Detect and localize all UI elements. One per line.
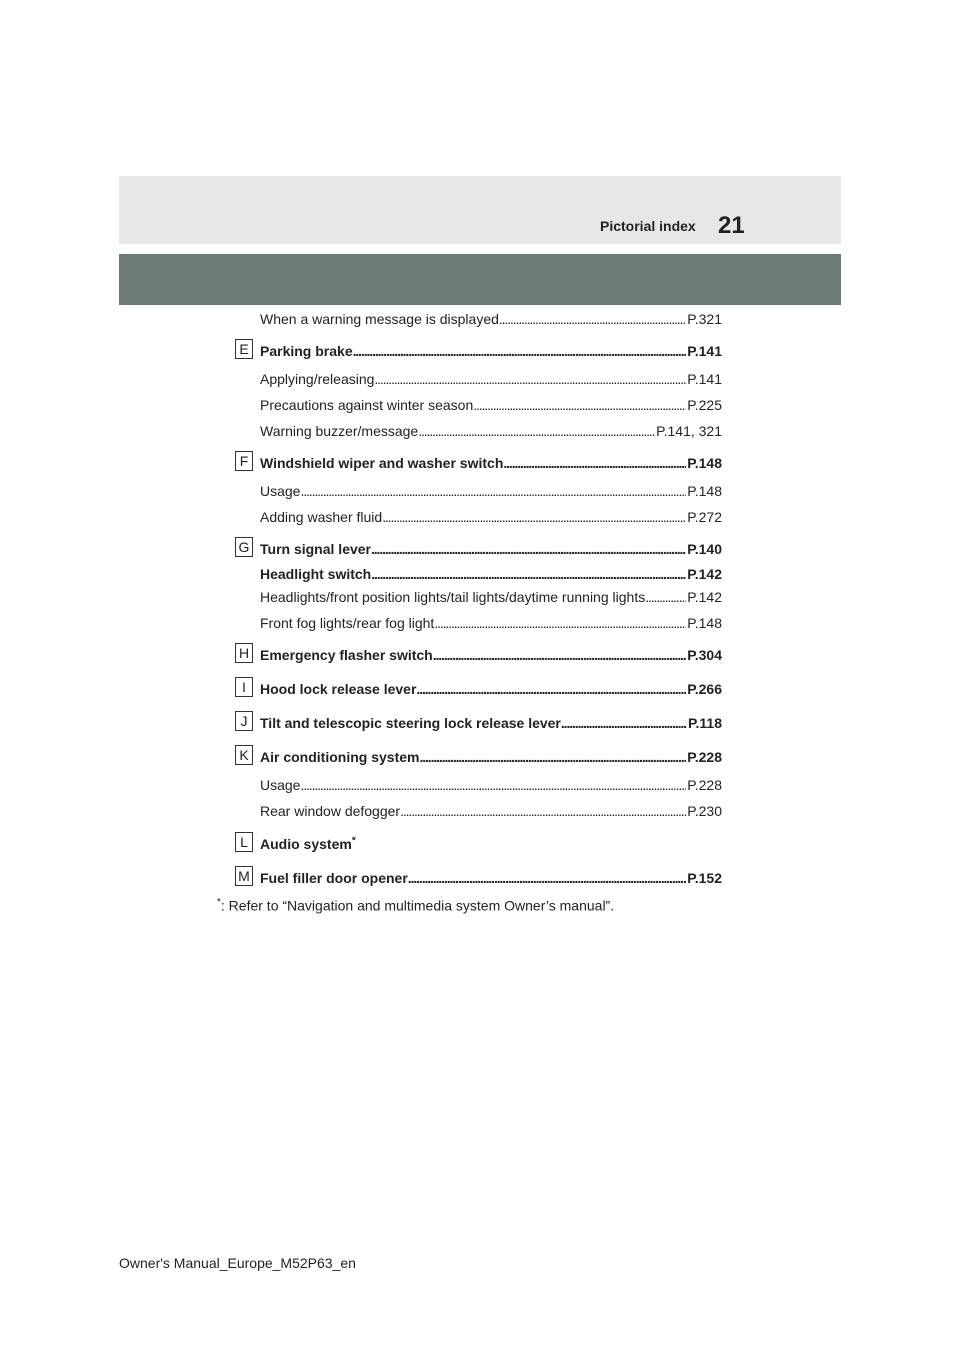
entry-page[interactable]: P.266 bbox=[687, 681, 722, 697]
entry-label: Rear window defogger bbox=[260, 803, 401, 819]
entry-label: Adding washer fluid bbox=[260, 509, 383, 525]
leader-dots bbox=[300, 776, 686, 794]
entry-page[interactable]: P.141, 321 bbox=[656, 423, 722, 439]
section-banner bbox=[119, 254, 841, 305]
leader-dots bbox=[433, 646, 686, 664]
index-entry bbox=[260, 802, 722, 820]
leader-dots bbox=[371, 565, 686, 583]
marker-h: H bbox=[235, 643, 253, 663]
entry-page[interactable]: P.152 bbox=[687, 870, 722, 886]
leader-dots bbox=[419, 748, 686, 766]
index-entry bbox=[260, 342, 722, 360]
entry-page[interactable]: P.141 bbox=[687, 343, 722, 359]
entry-page[interactable]: P.321 bbox=[687, 311, 722, 327]
entry-label: Hood lock release lever bbox=[260, 681, 417, 697]
entry-label: Front fog lights/rear fog light bbox=[260, 615, 435, 631]
leader-dots bbox=[561, 714, 687, 732]
entry-label: Warning buzzer/message bbox=[260, 423, 419, 439]
marker-l: L bbox=[235, 832, 253, 852]
marker-f: F bbox=[235, 451, 253, 471]
leader-dots bbox=[645, 588, 686, 606]
entry-page[interactable]: P.230 bbox=[687, 803, 722, 819]
entry-page[interactable]: P.142 bbox=[687, 589, 722, 605]
entry-page[interactable]: P.228 bbox=[687, 777, 722, 793]
marker-m: M bbox=[235, 866, 253, 886]
index-entry bbox=[260, 310, 722, 328]
entry-page[interactable]: P.272 bbox=[687, 509, 722, 525]
entry-label: Emergency flasher switch bbox=[260, 647, 433, 663]
marker-g: G bbox=[235, 537, 253, 557]
marker-j: J bbox=[235, 711, 253, 731]
entry-label: When a warning message is displayed bbox=[260, 311, 499, 327]
entry-page[interactable]: P.148 bbox=[687, 455, 722, 471]
index-entry bbox=[260, 482, 722, 500]
entry-label: Parking brake bbox=[260, 343, 353, 359]
entry-page[interactable]: P.141 bbox=[687, 371, 722, 387]
index-entry bbox=[260, 646, 722, 664]
index-entry bbox=[260, 680, 722, 698]
entry-page[interactable]: P.225 bbox=[687, 397, 722, 413]
index-entry bbox=[260, 588, 722, 606]
leader-dots bbox=[353, 342, 687, 360]
entry-label: Audio system* bbox=[260, 835, 356, 852]
leader-dots bbox=[473, 396, 686, 414]
entry-label: Headlight switch bbox=[260, 566, 372, 582]
index-entry bbox=[260, 776, 722, 794]
entry-label: Turn signal lever bbox=[260, 541, 371, 557]
entry-label: Applying/releasing bbox=[260, 371, 375, 387]
index-entry bbox=[260, 565, 722, 583]
marker-k: K bbox=[235, 745, 253, 765]
entry-label: Precautions against winter season bbox=[260, 397, 474, 413]
index-entry bbox=[260, 748, 722, 766]
index-entry bbox=[260, 508, 722, 526]
page-footer: Owner's Manual_Europe_M52P63_en bbox=[119, 1255, 356, 1271]
entry-page[interactable]: P.228 bbox=[687, 749, 722, 765]
entry-page[interactable]: P.148 bbox=[687, 615, 722, 631]
leader-dots bbox=[371, 540, 686, 558]
footnote-ref: * bbox=[351, 835, 356, 847]
index-entry bbox=[260, 869, 722, 887]
index-entry bbox=[260, 714, 722, 732]
section-title: Pictorial index bbox=[600, 218, 696, 234]
leader-dots bbox=[418, 422, 655, 440]
index-entry bbox=[260, 540, 722, 558]
entry-page[interactable]: P.140 bbox=[687, 541, 722, 557]
leader-dots bbox=[434, 614, 686, 632]
page-number: 21 bbox=[718, 212, 745, 239]
leader-dots bbox=[400, 802, 686, 820]
leader-dots bbox=[416, 680, 686, 698]
footnote-mark: * bbox=[217, 897, 221, 908]
leader-dots bbox=[499, 310, 686, 328]
footnote-text: : Refer to “Navigation and multimedia system Owner’s manual”. bbox=[220, 897, 615, 914]
entry-page[interactable]: P.118 bbox=[687, 715, 722, 731]
entry-page[interactable]: P.148 bbox=[687, 483, 722, 499]
entry-label: Fuel filler door opener bbox=[260, 870, 408, 886]
index-entry bbox=[260, 422, 722, 440]
entry-label: Air conditioning system bbox=[260, 749, 420, 765]
entry-page[interactable]: P.142 bbox=[687, 566, 722, 582]
entry-page[interactable]: P.304 bbox=[687, 647, 722, 663]
leader-dots bbox=[503, 454, 686, 472]
leader-dots bbox=[300, 482, 686, 500]
index-entry bbox=[260, 370, 722, 388]
leader-dots bbox=[374, 370, 686, 388]
marker-i: I bbox=[235, 677, 253, 697]
index-entry bbox=[260, 835, 722, 853]
index-entry bbox=[260, 614, 722, 632]
entry-label: Tilt and telescopic steering lock release lever bbox=[260, 715, 561, 731]
index-entry bbox=[260, 454, 722, 472]
footnote bbox=[217, 897, 614, 914]
entry-label: Windshield wiper and washer switch bbox=[260, 455, 504, 471]
index-entry bbox=[260, 396, 722, 414]
entry-label: Usage bbox=[260, 777, 301, 793]
entry-label: Usage bbox=[260, 483, 301, 499]
entry-label: Headlights/front position lights/tail lights/daytime running lights bbox=[260, 589, 646, 605]
leader-dots bbox=[382, 508, 686, 526]
leader-dots bbox=[408, 869, 686, 887]
marker-e: E bbox=[235, 339, 253, 359]
